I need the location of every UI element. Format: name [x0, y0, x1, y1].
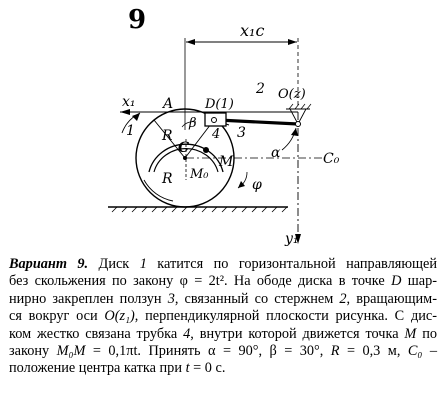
problem-line-1: Вариант 9. Диск 1 катится по горизонтальной направляющей — [9, 256, 438, 272]
label-y1: y₁ — [285, 231, 299, 247]
problem-line-5: ком жестко связана трубка 4, внутри которой движется точка M по — [9, 325, 438, 342]
problem-line-4: ся вокруг оси O(z₁), перпендикулярной плоскости рисунка. С дис- — [9, 308, 437, 325]
label-d: D(1) — [205, 97, 234, 112]
variant-heading: Вариант 9. — [9, 256, 89, 272]
label-2: 2 — [256, 81, 265, 97]
label-m0: M₀ — [190, 167, 209, 182]
label-r-top: R — [162, 128, 173, 144]
figure-number: 9 — [128, 5, 147, 35]
label-phi: φ — [252, 177, 262, 193]
label-x1c: x₁c — [240, 21, 265, 40]
label-x1: x₁ — [122, 94, 136, 110]
label-o: O(z) — [278, 87, 306, 102]
label-alpha: α — [271, 145, 281, 161]
label-beta: β — [189, 116, 197, 131]
label-a: A — [163, 96, 174, 112]
label-m: M — [219, 154, 234, 170]
label-1: 1 — [126, 123, 135, 139]
label-c0: C₀ — [323, 151, 340, 167]
label-4: 4 — [212, 127, 221, 142]
dimension-x1c — [185, 38, 298, 130]
problem-line-6: закону M₀M = 0,1πt. Принять α = 90°, β = 30°, R = 0,3 м, C₀ – — [9, 343, 437, 360]
label-c: C — [178, 140, 190, 156]
label-r-bottom: R — [162, 171, 173, 187]
problem-text — [9, 256, 437, 378]
problem-line-7: положение центра катка при t = 0 c. — [9, 360, 226, 377]
problem-line-3: нирно закреплен ползун 3, связанный со стержнем 2, вращающим- — [9, 290, 437, 307]
problem-line-2: без скольжения по закону φ = 2t². На ободе диска в точке D шар- — [9, 273, 437, 290]
ground — [108, 207, 288, 212]
label-3: 3 — [237, 125, 246, 141]
